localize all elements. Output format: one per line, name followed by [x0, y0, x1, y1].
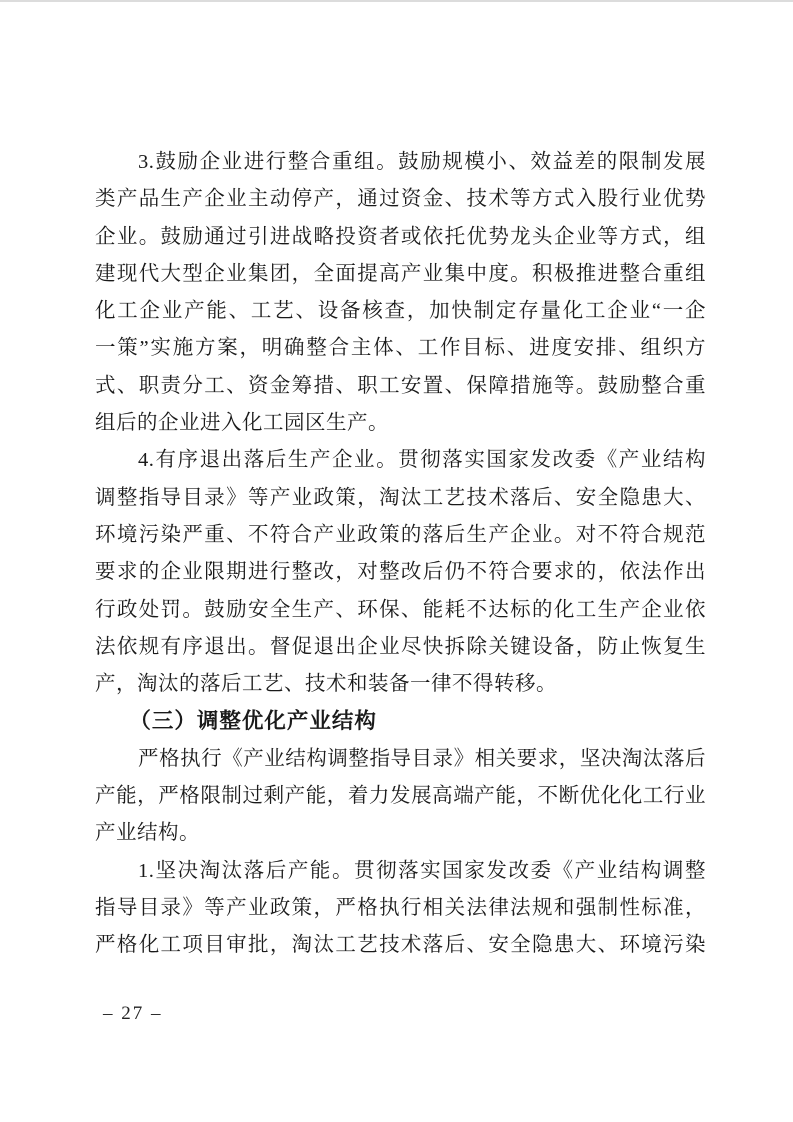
- text-line: 3.鼓励企业进行整合重组。鼓励规模小、效益差的限制发展: [138, 151, 706, 173]
- text-line: 式、职责分工、资金筹措、职工安置、保障措施等。鼓励整合重: [95, 374, 706, 397]
- text-line: 化工企业产能、工艺、设备核查，加快制定存量化工企业“一企: [95, 300, 706, 323]
- text-line: 建现代大型企业集团，全面提高产业集中度。积极推进整合重组: [95, 262, 706, 285]
- paragraph-strict-execution: [95, 741, 706, 853]
- text-line: 环境污染严重、不符合产业政策的落后生产企业。对不符合规范: [95, 523, 706, 546]
- section-heading-text: （三）调整优化产业结构: [129, 709, 377, 734]
- text-line: 指导目录》等产业政策，严格执行相关法律法规和强制性标准，: [95, 896, 706, 919]
- text-line: 要求的企业限期进行整改，对整改后仍不符合要求的，依法作出: [95, 561, 706, 584]
- text-line: 类产品生产企业主动停产，通过资金、技术等方式入股行业优势: [95, 188, 706, 211]
- paragraph-4-exit: [95, 442, 706, 703]
- text-line: 组后的企业进入化工园区生产。: [95, 412, 389, 435]
- section-heading: [95, 703, 706, 740]
- text-line: 严格化工项目审批，淘汰工艺技术落后、安全隐患大、环境污染: [95, 934, 706, 957]
- text-line: 产能，严格限制过剩产能，着力发展高端产能，不断优化化工行业: [95, 785, 706, 808]
- text-line: 1.坚决淘汰落后产能。贯彻落实国家发改委《产业结构调整: [138, 859, 706, 882]
- page-number: – 27 –: [103, 1003, 163, 1024]
- text-line: 产业结构。: [95, 822, 200, 845]
- paragraph-3-integration: [95, 144, 706, 442]
- text-line: 严格执行《产业结构调整指导目录》相关要求，坚决淘汰落后: [138, 747, 706, 770]
- text-line: 调整指导目录》等产业政策，淘汰工艺技术落后、安全隐患大、: [95, 486, 706, 509]
- text-line: 企业。鼓励通过引进战略投资者或依托优势龙头企业等方式，组: [95, 225, 706, 248]
- scan-edge-artifact: [0, 0, 793, 2]
- text-line: 行政处罚。鼓励安全生产、环保、能耗不达标的化工生产企业依: [95, 598, 706, 621]
- text-line: 4.有序退出落后生产企业。贯彻落实国家发改委《产业结构: [138, 449, 706, 472]
- text-line: 产，淘汰的落后工艺、技术和装备一律不得转移。: [95, 673, 557, 696]
- text-line: 一策”实施方案，明确整合主体、工作目标、进度安排、组织方: [95, 337, 706, 360]
- paragraph-1-eliminate: [95, 853, 706, 965]
- document-body: [95, 144, 706, 965]
- text-line: 法依规有序退出。督促退出企业尽快拆除关键设备，防止恢复生: [95, 635, 706, 658]
